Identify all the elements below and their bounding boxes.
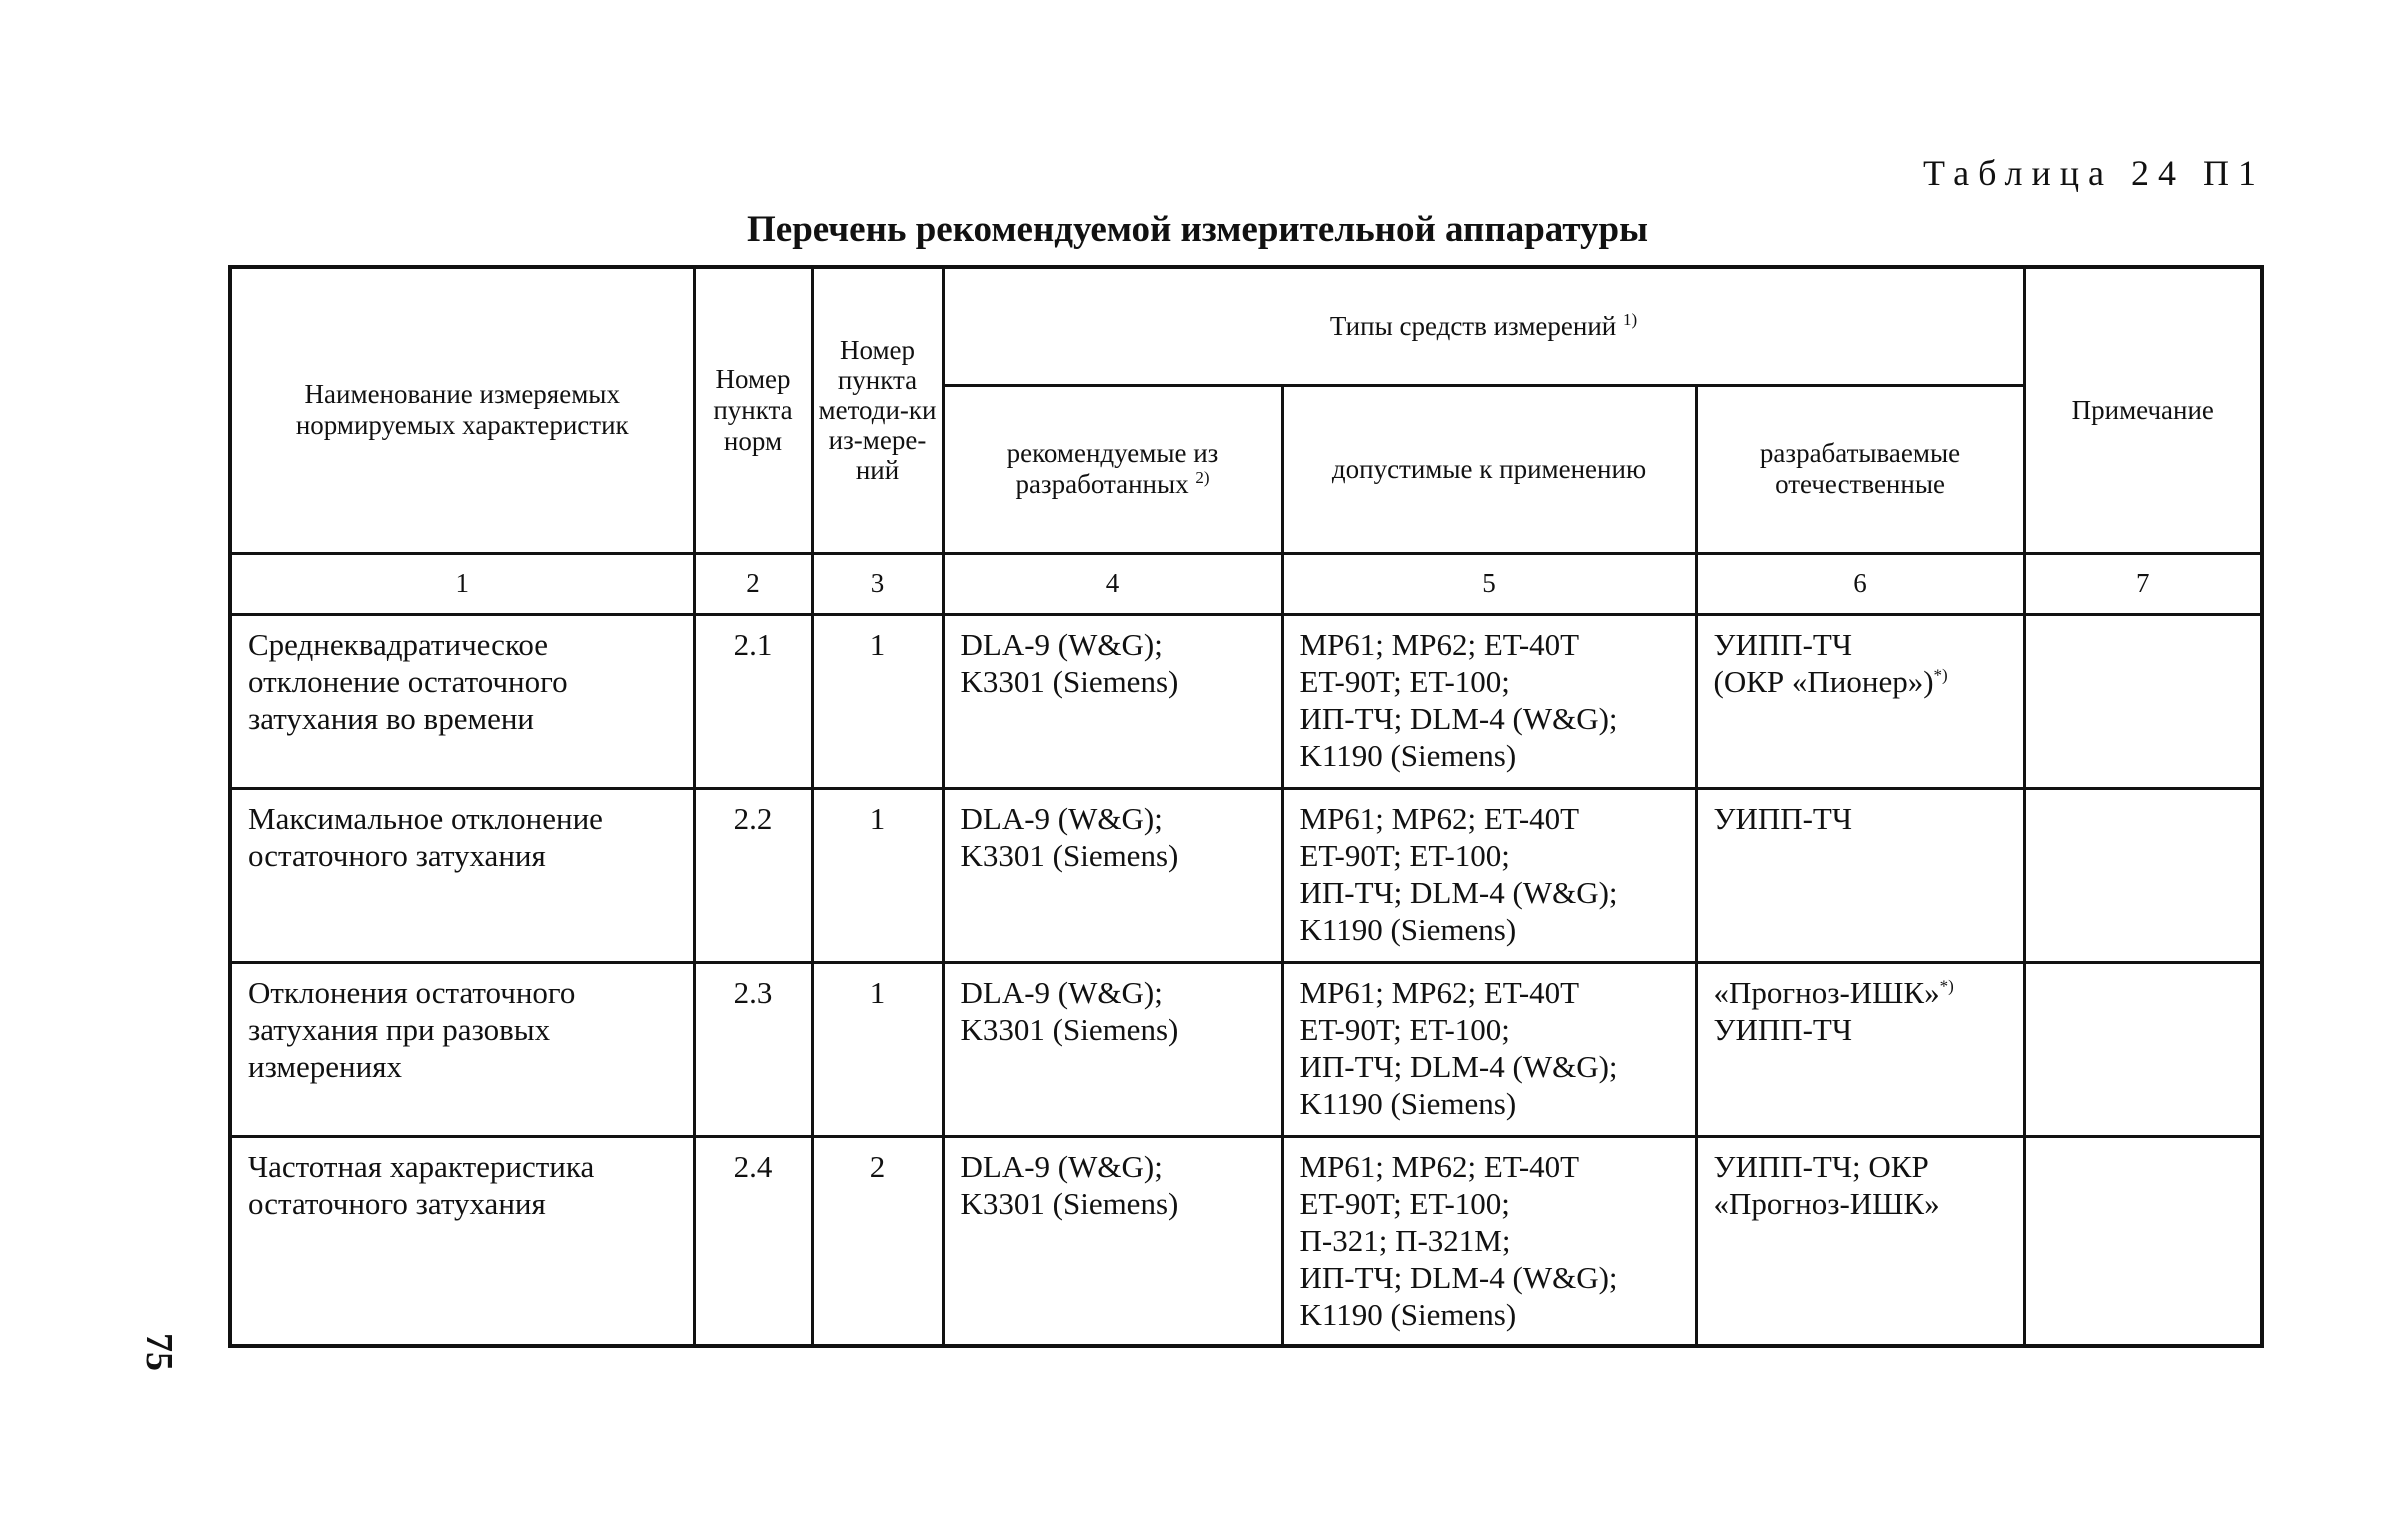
remark	[2024, 788, 2262, 962]
table-row	[230, 614, 2262, 788]
footnote-mark-1: 1)	[1622, 309, 1638, 329]
column-number: 4	[943, 553, 1282, 614]
header-norm-item: Номер пункта норм	[694, 267, 812, 553]
norm-item: 2.4	[694, 1136, 812, 1346]
column-number-row	[230, 553, 2262, 614]
allowed-equipment: MP61; MP62; ET-40T ET-90T; ET-100; П-321; П-321М; ИП-ТЧ; DLM-4 (W&G); K1190 (Siemens)	[1282, 1136, 1696, 1346]
header-allowed: допустимые к применению	[1282, 385, 1696, 553]
allowed-equipment: MP61; MP62; ET-40T ET-90T; ET-100; ИП-ТЧ; DLM-4 (W&G); K1190 (Siemens)	[1282, 614, 1696, 788]
recommended-equipment: DLA-9 (W&G); K3301 (Siemens)	[943, 1136, 1282, 1346]
header-measurement-types: Типы средств измерений $^{1)}$	[943, 267, 2024, 385]
remark	[2024, 1136, 2262, 1346]
developed-equipment: УИПП-ТЧ; ОКР «Прогноз-ИШК»	[1696, 1136, 2024, 1346]
recommended-equipment: DLA-9 (W&G); K3301 (Siemens)	[943, 788, 1282, 962]
characteristic-name: Отклонения остаточного затухания при разовых измерениях	[230, 962, 694, 1136]
characteristic-name: Среднеквадратическое отклонение остаточного затухания во времени	[230, 614, 694, 788]
header-method-item: Номер пункта методи-ки из-мере-ний	[812, 267, 943, 553]
characteristic-name: Частотная характеристика остаточного затухания	[230, 1136, 694, 1346]
header-characteristic-name: Наименование измеряемых нормируемых характеристик	[230, 267, 694, 553]
page-number: 75	[138, 1333, 180, 1371]
table-row	[230, 788, 2262, 962]
method-item: 1	[812, 962, 943, 1136]
column-number: 6	[1696, 553, 2024, 614]
document-title: Перечень рекомендуемой измерительной аппаратуры	[747, 209, 1648, 250]
method-item: 2	[812, 1136, 943, 1346]
column-number: 2	[694, 553, 812, 614]
allowed-equipment: MP61; MP62; ET-40T ET-90T; ET-100; ИП-ТЧ; DLM-4 (W&G); K1190 (Siemens)	[1282, 962, 1696, 1136]
norm-item: 2.3	[694, 962, 812, 1136]
remark	[2024, 962, 2262, 1136]
recommended-equipment: DLA-9 (W&G); K3301 (Siemens)	[943, 614, 1282, 788]
norm-item: 2.1	[694, 614, 812, 788]
table-row	[230, 962, 2262, 1136]
column-number: 5	[1282, 553, 1696, 614]
remark	[2024, 614, 2262, 788]
developed-equipment: УИПП-ТЧ (ОКР «Пионер»)*)	[1696, 614, 2024, 788]
developed-equipment: «Прогноз-ИШК»*) УИПП-ТЧ	[1696, 962, 2024, 1136]
header-row-top	[230, 267, 2262, 385]
developed-equipment: УИПП-ТЧ	[1696, 788, 2024, 962]
table-row	[230, 1136, 2262, 1346]
header-remark: Примечание	[2024, 267, 2262, 553]
column-number: 7	[2024, 553, 2262, 614]
table-label: Таблица 24 П1	[1923, 153, 2265, 193]
method-item: 1	[812, 788, 943, 962]
header-developed: разрабатываемые отечественные	[1696, 385, 2024, 553]
allowed-equipment: MP61; MP62; ET-40T ET-90T; ET-100; ИП-ТЧ; DLM-4 (W&G); K1190 (Siemens)	[1282, 788, 1696, 962]
norm-item: 2.2	[694, 788, 812, 962]
footnote-mark-star: *)	[1939, 976, 1954, 996]
header-recommended: рекомендуемые из разработанных $^{2)}$	[943, 385, 1282, 553]
column-number: 3	[812, 553, 943, 614]
column-number: 1	[230, 553, 694, 614]
method-item: 1	[812, 614, 943, 788]
footnote-mark-star: *)	[1933, 665, 1948, 685]
footnote-mark-2: 2)	[1195, 468, 1210, 487]
characteristic-name: Максимальное отклонение остаточного затухания	[230, 788, 694, 962]
measuring-equipment-table	[228, 265, 2264, 1348]
recommended-equipment: DLA-9 (W&G); K3301 (Siemens)	[943, 962, 1282, 1136]
